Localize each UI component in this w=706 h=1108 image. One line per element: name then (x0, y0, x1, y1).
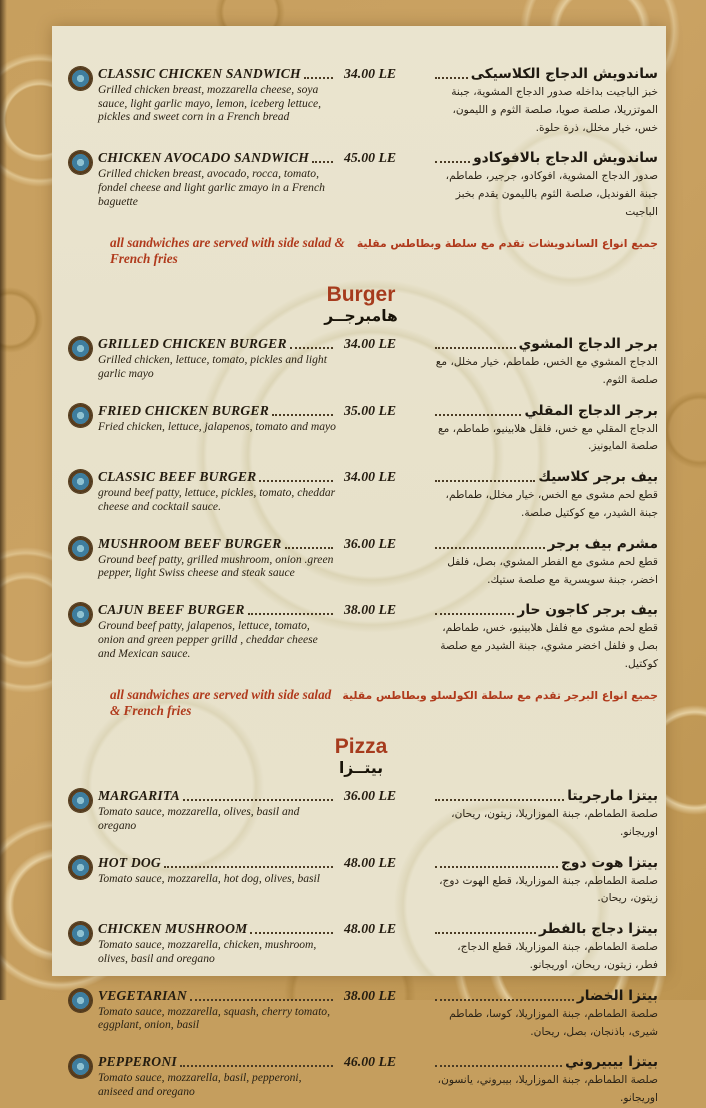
item-desc-en: Tomato sauce, mozzarella, basil, pepperoni, aniseed and oregano (98, 1071, 302, 1098)
item-price: 34.00 LE (344, 469, 397, 485)
item-title-line-ar (432, 855, 658, 871)
item-desc-ar: الدجاج المشوي مع الخس، طماطم، خيار مخلل، مع صلصة الثوم. (435, 356, 658, 386)
item-price: 46.00 LE (344, 1054, 397, 1070)
item-desc-ar: الدجاج المقلي مع خس، فلفل هلابينيو، طماطم، مع صلصة المايونيز. (438, 422, 658, 453)
item-price: 35.00 LE (344, 402, 397, 418)
bullet-col (64, 150, 98, 174)
item-name-ar: برجر الدجاج المقلي (524, 402, 658, 419)
item-name-en: PEPPERONI (98, 1054, 177, 1070)
item-english (98, 921, 336, 965)
bullet-col (64, 602, 98, 626)
menu-panel (52, 26, 666, 1105)
item-name-en: HOT DOG (98, 854, 161, 870)
item-price: 48.00 LE (344, 854, 397, 870)
item-name-en: CHICKEN MUSHROOM (98, 921, 248, 937)
item-english (98, 536, 336, 580)
item-desc-en: Tomato sauce, mozzarella, chicken, mushroom, olives, basil and oregano (98, 938, 317, 965)
brand-seal-icon (69, 989, 92, 1012)
item-english (98, 469, 336, 513)
serving-note-en: all sandwiches are served with side salad & French fries (110, 234, 345, 266)
item-name-en: CLASSIC BEEF BURGER (98, 469, 257, 485)
leader-dots (435, 403, 521, 416)
leader-dots (435, 855, 558, 868)
leader-dots (259, 469, 333, 482)
menu-item-cajun-beef-burger (64, 602, 658, 673)
item-desc-en: Ground beef patty, jalapenos, lettuce, tomato, onion and green pepper grilld , cheddar cheese and Mexican sauce. (98, 619, 318, 660)
item-title-line (98, 469, 336, 485)
item-desc-en: Grilled chicken breast, avocado, rocca, tomato, fondel cheese and light garlic zmayo in a French baguette (98, 167, 325, 208)
item-price: 34.00 LE (344, 66, 397, 81)
item-price: 34.00 LE (344, 336, 397, 352)
menu-item-pepperoni (64, 1054, 658, 1108)
leader-dots (435, 921, 536, 934)
leader-dots (435, 988, 574, 1001)
item-price: 48.00 LE (344, 921, 397, 937)
item-name-ar: بيف برجر كلاسيك (538, 469, 658, 486)
item-desc-ar: قطع لحم مشوى مع الفطر المشوي، بصل، فلفل اخضر، جبنة سويسرية مع صلصة ستيك. (447, 555, 658, 586)
menu-item-classic-beef-burger (64, 469, 658, 523)
item-desc-ar: قطع لحم مشوى مع فلفل هلابينيو، خس، طماطم، بصل و فلفل اخضر مشوي، جبنة الشيدر مع صلصة كوكتيل. (440, 622, 658, 670)
section-title-en: Pizza (334, 734, 388, 758)
brand-seal-icon (69, 151, 92, 174)
item-desc-ar: صدور الدجاج المشوية، افوكادو، جرجير، طماطم، جبنة الفونديل، صلصة الثوم بالليمون يقدم بخبز الباجيت (445, 170, 658, 218)
item-name-ar: بيتزا دجاج بالفطر (538, 921, 658, 938)
leader-dots (304, 66, 333, 79)
leader-dots (435, 336, 516, 349)
item-title-line (98, 536, 336, 552)
item-title-line-ar (432, 403, 658, 419)
bullet-col (64, 403, 98, 427)
section-title-ar: بيتــزا (338, 758, 384, 777)
item-name-ar: برجر الدجاج المشوي (518, 336, 658, 353)
leader-dots (435, 602, 514, 615)
item-title-line-ar (432, 469, 658, 485)
item-arabic (430, 469, 658, 523)
menu-item-chicken-mushroom (64, 921, 658, 975)
brand-seal-icon (69, 922, 92, 945)
item-english (98, 788, 336, 832)
brand-seal-icon (69, 789, 92, 812)
item-title-line (98, 1054, 336, 1070)
item-title-line (98, 988, 336, 1004)
item-name-ar: بيتزا مارجريتا (567, 788, 658, 805)
item-english (98, 150, 336, 208)
leader-dots (164, 855, 333, 868)
item-title-line (98, 921, 336, 937)
item-arabic (430, 1054, 658, 1108)
item-name-ar: بيتزا بيبيروني (565, 1054, 658, 1071)
item-title-line (98, 788, 336, 804)
item-title-line-ar (432, 988, 658, 1004)
bullet-col (64, 855, 98, 879)
bullet-col (64, 788, 98, 812)
section-title-ar: هامبرجــر (324, 306, 398, 325)
item-price: 45.00 LE (344, 150, 397, 166)
item-desc-en: Tomato sauce, mozzarella, squash, cherry tomato, eggplant, onion, basil (98, 1004, 330, 1032)
brand-seal-icon (69, 603, 92, 626)
item-english (98, 988, 336, 1032)
item-name-ar: مشرم بيف برجر (547, 535, 658, 552)
serving-note-row (64, 687, 658, 719)
item-desc-ar: صلصة الطماطم، جبنة الموزاريلا، قطع الدجاج، فطر، زيتون، ريحان، اوريجانو. (457, 941, 658, 971)
item-desc-en: ground beef patty, lettuce, pickles, tomato, cheddar cheese and cocktail sauce. (98, 486, 336, 513)
item-name-en: VEGETARIAN (98, 987, 187, 1003)
item-price: 38.00 LE (344, 602, 397, 618)
item-title-line-ar (432, 536, 658, 552)
leader-dots (435, 66, 468, 79)
item-name-ar: بيتزا الخضار (576, 987, 658, 1004)
item-desc-en: Fried chicken, lettuce, jalapenos, tomato and mayo (98, 419, 336, 433)
item-title-line-ar (432, 1054, 658, 1070)
item-title-line (98, 403, 336, 419)
item-desc-en: Grilled chicken breast, mozzarella cheese, soya sauce, light garlic mayo, lemon, iceberg lettuce, pickles and sweet corn in a French bread (98, 83, 322, 124)
item-name-en: FRIED CHICKEN BURGER (98, 402, 269, 418)
serving-note-row (64, 235, 658, 267)
section-title-en: Burger (326, 282, 396, 306)
serving-note-ar: جميع انواع البرجر تقدم مع سلطة الكولسلو وبطاطس مقلية (342, 688, 658, 702)
item-arabic (430, 536, 658, 590)
bullet-col (64, 336, 98, 360)
scan-edge-shadow (0, 0, 7, 1000)
item-desc-ar: خبز الباجيت بداخله صدور الدجاج المشوية، جبنة الموتزريلا، صلصة صويا، صلصة الثوم و الليمون، خس، خيار مخلل، ذرة حلوة. (451, 86, 658, 134)
item-desc-ar: صلصة الطماطم، جبنة الموزاريلا، بيبروني، يانسون، اوريجانو. (437, 1074, 658, 1105)
serving-note-ar: جميع انواع الساندويشات تقدم مع سلطة وبطاطس مقلية (356, 236, 658, 250)
menu-item-vegetarian (64, 988, 658, 1042)
brand-seal-icon (69, 1055, 92, 1078)
item-title-line-ar (432, 150, 658, 166)
item-price: 38.00 LE (344, 987, 397, 1003)
menu-item-margarita (64, 788, 658, 842)
item-title-line-ar (432, 788, 658, 804)
menu-item-chicken-avocado-sandwich (64, 150, 658, 221)
item-name-ar: بيتزا هوت دوج (560, 854, 658, 871)
item-arabic (430, 788, 658, 842)
item-desc-ar: صلصة الطماطم، جبنة الموزاريلا، قطع الهوت دوج، زيتون، ريحان. (439, 874, 658, 905)
item-desc-en: Tomato sauce, mozzarella, olives, basil and oregano (98, 805, 300, 832)
leader-dots (290, 336, 333, 349)
bullet-col (64, 469, 98, 493)
item-english (98, 602, 336, 660)
item-name-en: MUSHROOM BEEF BURGER (98, 535, 282, 551)
bullet-col (64, 1054, 98, 1078)
item-arabic (430, 150, 658, 221)
item-name-en: GRILLED CHICKEN BURGER (98, 336, 287, 352)
item-english (98, 403, 336, 434)
leader-dots (183, 788, 333, 801)
menu-content (52, 26, 666, 1108)
item-desc-en: Grilled chicken, lettuce, tomato, pickles and light garlic mayo (98, 353, 327, 380)
section-header-pizza (64, 735, 658, 778)
item-english (98, 336, 336, 380)
item-title-line-ar (432, 602, 658, 618)
leader-dots (248, 602, 333, 615)
item-arabic (430, 988, 658, 1042)
item-desc-ar: صلصة الطماطم، جبنة الموزاريلا، كوسا، طماطم شيرى، باذنجان، بصل، ريحان. (449, 1007, 658, 1038)
item-title-line (98, 66, 336, 82)
item-arabic (430, 403, 658, 457)
leader-dots (285, 536, 333, 549)
item-desc-ar: صلصة الطماطم، جبنة الموزاريلا، زيتون، ريحان، اوريجانو. (451, 808, 658, 838)
brand-seal-icon (69, 337, 92, 360)
item-title-line (98, 150, 336, 166)
serving-note-en: all sandwiches are served with side salad & French fries (110, 686, 332, 718)
item-title-line (98, 855, 336, 871)
item-desc-en: Ground beef patty, grilled mushroom, onion .green pepper, light Swiss cheese and steak sauce (98, 552, 334, 580)
menu-item-classic-chicken-sandwich (64, 66, 658, 137)
item-name-en: CHICKEN AVOCADO SANDWICH (98, 150, 310, 166)
item-title-line-ar (432, 336, 658, 352)
item-name-ar: ساندويش الدجاج بالافوكادو (473, 150, 658, 167)
menu-item-fried-chicken-burger (64, 403, 658, 457)
leader-dots (312, 150, 333, 163)
leader-dots (250, 921, 333, 934)
brand-seal-icon (69, 67, 92, 90)
item-price: 36.00 LE (344, 788, 397, 804)
leader-dots (435, 536, 545, 549)
leader-dots (435, 469, 535, 482)
menu-item-grilled-chicken-burger (64, 336, 658, 390)
item-price: 36.00 LE (344, 535, 397, 551)
item-name-en: MARGARITA (98, 788, 180, 804)
brand-seal-icon (69, 470, 92, 493)
leader-dots (272, 403, 333, 416)
bullet-col (64, 66, 98, 90)
item-title-line-ar (432, 66, 658, 82)
item-name-ar: ساندويش الدجاج الكلاسيكى (470, 66, 658, 82)
item-desc-en: Tomato sauce, mozzarella, hot dog, olives, basil (98, 871, 321, 885)
item-arabic (430, 855, 658, 909)
leader-dots (180, 1054, 333, 1067)
menu-item-mushroom-beef-burger (64, 536, 658, 590)
item-arabic (430, 921, 658, 975)
item-desc-ar: قطع لحم مشوى مع الخس، خيار مخلل، طماطم، جبنة الشيدر، مع كوكتيل صلصة. (445, 489, 658, 519)
item-title-line-ar (432, 921, 658, 937)
brand-seal-icon (69, 537, 92, 560)
leader-dots (190, 988, 333, 1001)
item-name-en: CLASSIC CHICKEN SANDWICH (98, 66, 301, 81)
item-name-en: CAJUN BEEF BURGER (98, 602, 245, 618)
leader-dots (435, 788, 564, 801)
bullet-col (64, 536, 98, 560)
item-arabic (430, 66, 658, 137)
leader-dots (435, 150, 470, 163)
item-title-line (98, 602, 336, 618)
bullet-col (64, 921, 98, 945)
menu-item-hot-dog (64, 855, 658, 909)
section-header-burger (64, 283, 658, 326)
item-english (98, 1054, 336, 1098)
item-english (98, 66, 336, 124)
item-name-ar: بيف برجر كاجون حار (517, 602, 658, 619)
item-arabic (430, 336, 658, 390)
brand-seal-icon (69, 856, 92, 879)
item-english (98, 855, 336, 886)
item-arabic (430, 602, 658, 673)
leader-dots (435, 1054, 562, 1067)
item-title-line (98, 336, 336, 352)
brand-seal-icon (69, 404, 92, 427)
